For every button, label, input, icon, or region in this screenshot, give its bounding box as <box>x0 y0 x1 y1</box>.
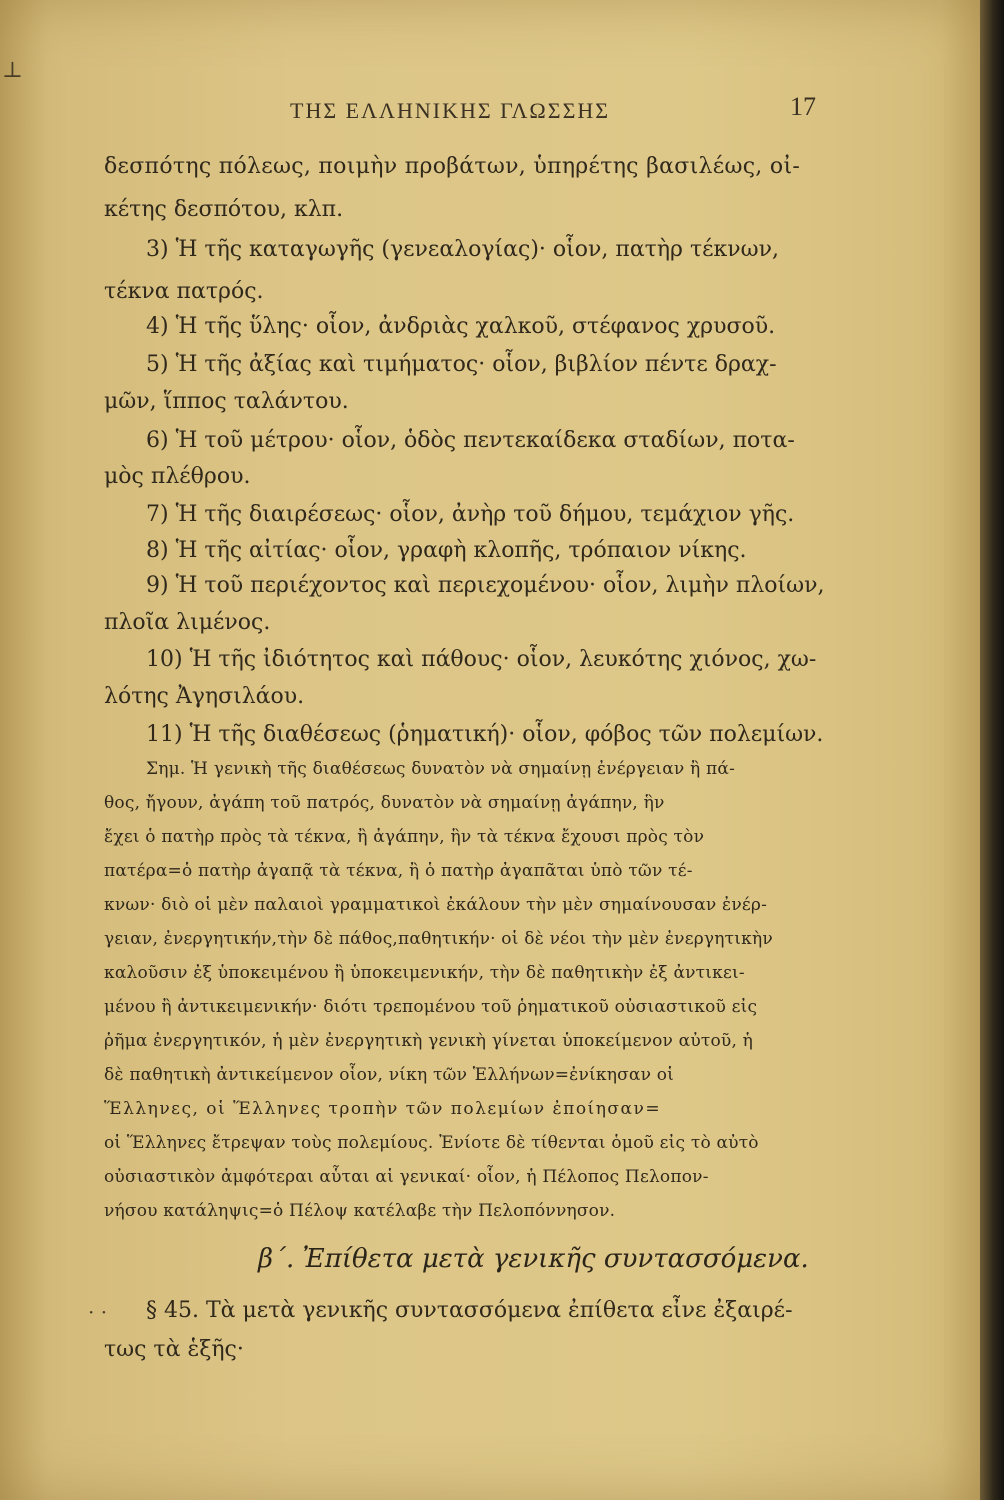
note-line: γειαν, ἐνεργητικήν,τὴν δὲ πάθος,παθητικήν· οἱ δὲ νέοι τὴν μὲν ἐνεργητικὴν <box>104 929 773 949</box>
text-line: μὸς πλέθρου. <box>104 464 251 489</box>
text-line: 11) Ἡ τῆς διαθέσεως (ῥηματική)· οἷον, φόβος τῶν πολεμίων. <box>146 722 824 747</box>
note-line: οἱ Ἕλληνες ἔτρεψαν τοὺς πολεμίους. Ἐνίοτε δὲ τίθενται ὁμοῦ εἰς τὸ αὐτὸ <box>104 1133 759 1153</box>
text-line: 3) Ἡ τῆς καταγωγῆς (γενεαλογίας)· οἷον, πατὴρ τέκνων, <box>146 237 779 262</box>
text-line: 8) Ἡ τῆς αἰτίας· οἷον, γραφὴ κλοπῆς, τρόπαιον νίκης. <box>146 538 747 563</box>
section-text-line: τως τὰ ἑξῆς· <box>104 1337 244 1362</box>
text-line: λότης Ἀγησιλάου. <box>104 684 305 709</box>
page-number: 17 <box>790 92 816 121</box>
note-line: καλοῦσιν ἐξ ὑποκειμένου ἢ ὑποκειμενικήν, τὴν δὲ παθητικὴν ἐξ ἀντικει- <box>104 963 745 983</box>
corner-mark: ⊥ <box>2 58 23 83</box>
page-header <box>0 92 980 132</box>
note-line: οὐσιαστικὸν ἀμφότεραι αὗται αἱ γενικαί· οἷον, ἡ Πέλοπος Πελοπον- <box>104 1167 709 1187</box>
text-line: 6) Ἡ τοῦ μέτρου· οἷον, ὁδὸς πεντεκαίδεκα σταδίων, ποτα- <box>146 428 795 453</box>
section-text-line: § 45. Τὰ μετὰ γενικῆς συντασσόμενα ἐπίθετα εἶνε ἐξαιρέ- <box>146 1298 793 1323</box>
text-line: δεσπότης πόλεως, ποιμὴν προβάτων, ὑπηρέτης βασιλέως, οἰ- <box>104 154 801 179</box>
note-line: πατέρα=ὁ πατὴρ ἀγαπᾷ τὰ τέκνα, ἢ ὁ πατὴρ ἀγαπᾶται ὑπὸ τῶν τέ- <box>104 861 693 881</box>
text-line: πλοῖα λιμένος. <box>104 610 271 635</box>
note-line: θος, ἤγουν, ἀγάπη τοῦ πατρός, δυνατὸν νὰ σημαίνῃ ἀγάπην, ἣν <box>104 793 665 813</box>
note-line: Ἕλληνες, οἱ Ἕλληνες τροπὴν τῶν πολεμίων ἐποίησαν= <box>104 1099 662 1119</box>
text-line: 9) Ἡ τοῦ περιέχοντος καὶ περιεχομένου· οἷον, λιμὴν πλοίων, <box>146 573 825 598</box>
running-title: ΤΗΣ ΕΛΛΗΝΙΚΗΣ ΓΛΩΣΣΗΣ <box>290 98 611 123</box>
text-line: 7) Ἡ τῆς διαιρέσεως· οἷον, ἀνὴρ τοῦ δήμου, τεμάχιον γῆς. <box>146 502 795 527</box>
text-line: τέκνα πατρός. <box>104 279 264 304</box>
text-line: 5) Ἡ τῆς ἀξίας καὶ τιμήματος· οἷον, βιβλίον πέντε δραχ- <box>146 352 777 377</box>
margin-mark: · · <box>88 1300 108 1324</box>
note-line: Σημ. Ἡ γενικὴ τῆς διαθέσεως δυνατὸν νὰ σημαίνῃ ἐνέργειαν ἢ πά- <box>146 759 736 779</box>
text-line: 10) Ἡ τῆς ἰδιότητος καὶ πάθους· οἷον, λευκότης χιόνος, χω- <box>146 647 817 672</box>
text-line: μῶν, ἵππος ταλάντου. <box>104 389 349 414</box>
note-line: ῥῆμα ἐνεργητικόν, ἡ μὲν ἐνεργητικὴ γενικὴ γίνεται ὑποκείμενον αὐτοῦ, ἡ <box>104 1031 754 1051</box>
note-line: δὲ παθητικὴ ἀντικείμενον οἷον, νίκη τῶν Ἑλλήνων=ἐνίκησαν οἱ <box>104 1065 675 1085</box>
text-line: 4) Ἡ τῆς ὕλης· οἷον, ἀνδριὰς χαλκοῦ, στέφανος χρυσοῦ. <box>146 314 776 339</box>
note-line: μένου ἢ ἀντικειμενικήν· διότι τρεπομένου τοῦ ῥηματικοῦ οὐσιαστικοῦ εἰς <box>104 997 758 1017</box>
section-heading: β΄. Ἐπίθετα μετὰ γενικῆς συντασσόμενα. <box>258 1244 809 1274</box>
page-edge-shadow <box>980 0 1004 1500</box>
note-line: κνων· διὸ οἱ μὲν παλαιοὶ γραμματικοὶ ἐκάλουν τὴν μὲν σημαίνουσαν ἐνέρ- <box>104 895 768 915</box>
note-line: νήσου κατάληψις=ὁ Πέλοψ κατέλαβε τὴν Πελοπόννησον. <box>104 1201 616 1221</box>
note-line: ἔχει ὁ πατὴρ πρὸς τὰ τέκνα, ἢ ἀγάπην, ἣν τὰ τέκνα ἔχουσι πρὸς τὸν <box>104 827 705 847</box>
text-line: κέτης δεσπότου, κλπ. <box>104 197 344 222</box>
